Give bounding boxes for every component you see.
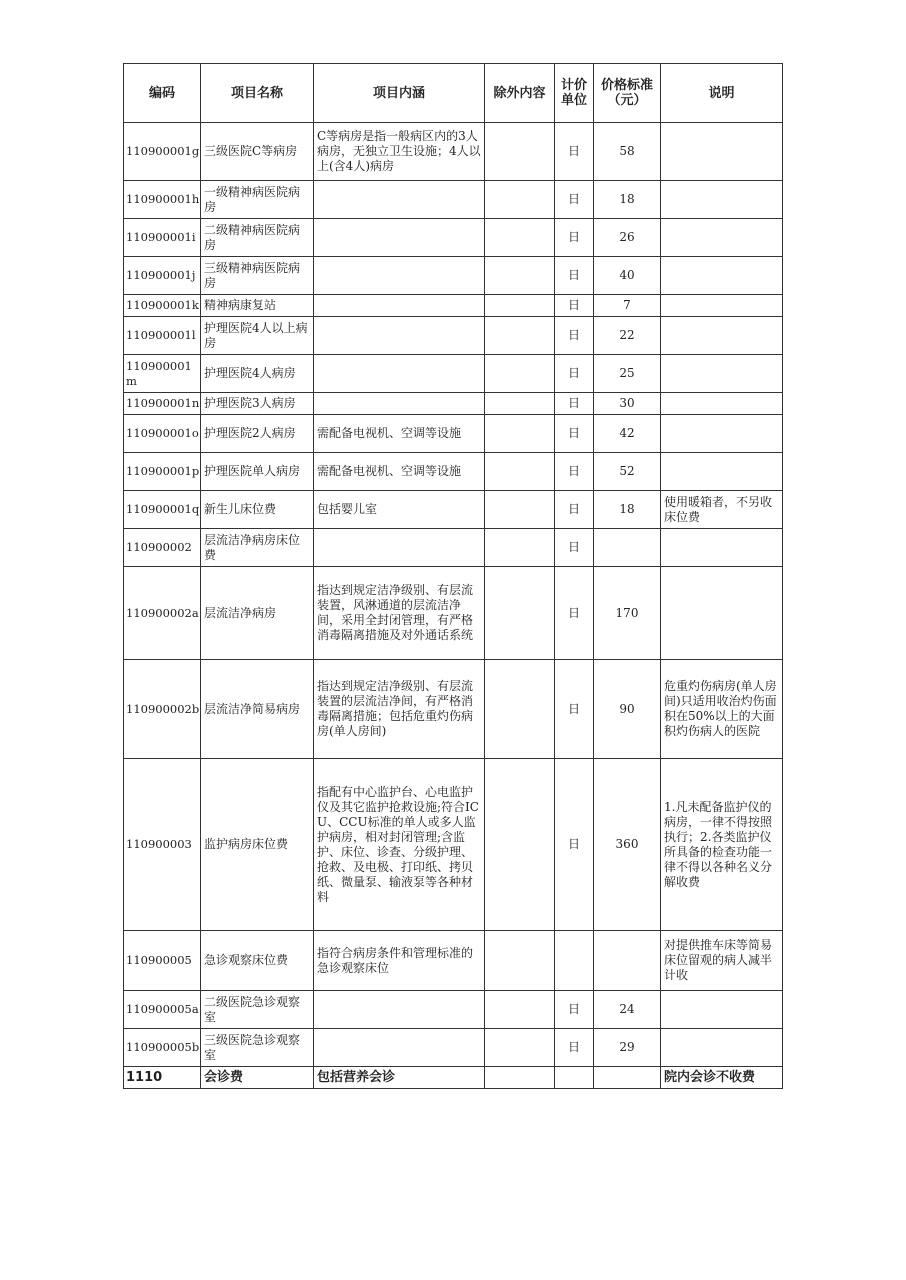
cell-note xyxy=(661,393,783,415)
table-row xyxy=(124,123,783,181)
cell-name: 三级医院C等病房 xyxy=(201,123,314,181)
cell-exclusion xyxy=(485,393,555,415)
cell-note: 危重灼伤病房(单人房间)只适用收治灼伤面积在50%以上的大面积灼伤病人的医院 xyxy=(661,660,783,759)
cell-name: 层流洁净简易病房 xyxy=(201,660,314,759)
table-row xyxy=(124,257,783,295)
cell-code: 110900002b xyxy=(124,660,201,759)
cell-name: 精神病康复站 xyxy=(201,295,314,317)
cell-note xyxy=(661,219,783,257)
cell-name: 护理医院单人病房 xyxy=(201,453,314,491)
cell-unit: 日 xyxy=(555,393,594,415)
cell-unit: 日 xyxy=(555,453,594,491)
cell-unit xyxy=(555,1067,594,1089)
cell-name: 护理医院3人病房 xyxy=(201,393,314,415)
cell-price: 30 xyxy=(594,393,661,415)
cell-name: 三级医院急诊观察室 xyxy=(201,1029,314,1067)
cell-unit xyxy=(555,931,594,991)
cell-price: 58 xyxy=(594,123,661,181)
cell-price: 7 xyxy=(594,295,661,317)
cell-price: 18 xyxy=(594,491,661,529)
cell-unit: 日 xyxy=(555,355,594,393)
cell-content: 包括婴儿室 xyxy=(314,491,485,529)
cell-name: 护理医院4人以上病房 xyxy=(201,317,314,355)
cell-unit: 日 xyxy=(555,660,594,759)
cell-content: 指达到规定洁净级别、有层流装置，风淋通道的层流洁净间，采用全封闭管理，有严格消毒隔离措施及对外通话系统 xyxy=(314,567,485,660)
cell-code: 110900002 xyxy=(124,529,201,567)
cell-note xyxy=(661,355,783,393)
cell-unit: 日 xyxy=(555,317,594,355)
header-price: 价格标准 （元） xyxy=(594,64,661,123)
cell-note: 1.凡未配备监护仪的病房，一律不得按照执行；2.各类监护仪所具备的检查功能一律不得以各种名义分解收费 xyxy=(661,759,783,931)
table-body xyxy=(124,123,783,1089)
cell-code: 110900001h xyxy=(124,181,201,219)
cell-exclusion xyxy=(485,491,555,529)
cell-content: 指达到规定洁净级别、有层流装置的层流洁净间，有严格消毒隔离措施；包括危重灼伤病房(单人房间) xyxy=(314,660,485,759)
header-note: 说明 xyxy=(661,64,783,123)
cell-exclusion xyxy=(485,181,555,219)
cell-note xyxy=(661,317,783,355)
cell-price: 360 xyxy=(594,759,661,931)
cell-unit: 日 xyxy=(555,567,594,660)
cell-code: 110900002a xyxy=(124,567,201,660)
cell-code: 110900001l xyxy=(124,317,201,355)
cell-content xyxy=(314,991,485,1029)
table-row xyxy=(124,219,783,257)
cell-exclusion xyxy=(485,219,555,257)
cell-note xyxy=(661,567,783,660)
cell-code: 110900003 xyxy=(124,759,201,931)
cell-name: 护理医院2人病房 xyxy=(201,415,314,453)
table-row xyxy=(124,393,783,415)
cell-note xyxy=(661,529,783,567)
cell-content xyxy=(314,257,485,295)
table-row xyxy=(124,660,783,759)
table-row xyxy=(124,529,783,567)
cell-name: 新生儿床位费 xyxy=(201,491,314,529)
cell-unit: 日 xyxy=(555,759,594,931)
table-row xyxy=(124,759,783,931)
cell-code: 1110 xyxy=(124,1067,201,1089)
cell-note xyxy=(661,181,783,219)
cell-content: 需配备电视机、空调等设施 xyxy=(314,453,485,491)
cell-code: 110900005b xyxy=(124,1029,201,1067)
header-unit: 计价 单位 xyxy=(555,64,594,123)
cell-price: 52 xyxy=(594,453,661,491)
cell-exclusion xyxy=(485,317,555,355)
cell-content: 指配有中心监护台、心电监护仪及其它监护抢救设施;符合ICU、CCU标准的单人或多人监护病房，相对封闭管理;含监护、床位、诊查、分级护理、抢救、及电极、打印纸、拷贝纸、微量泵、输液泵等各种材料 xyxy=(314,759,485,931)
cell-content: C等病房是指一般病区内的3人病房，无独立卫生设施；4人以上(含4人)病房 xyxy=(314,123,485,181)
table-row xyxy=(124,355,783,393)
cell-code: 110900005a xyxy=(124,991,201,1029)
cell-note xyxy=(661,1029,783,1067)
header-exclusion: 除外内容 xyxy=(485,64,555,123)
table-row xyxy=(124,415,783,453)
cell-content: 需配备电视机、空调等设施 xyxy=(314,415,485,453)
cell-code: 110900001i xyxy=(124,219,201,257)
cell-name: 层流洁净病房 xyxy=(201,567,314,660)
table-row xyxy=(124,181,783,219)
cell-note xyxy=(661,453,783,491)
cell-price: 170 xyxy=(594,567,661,660)
cell-code: 110900001q xyxy=(124,491,201,529)
cell-price: 22 xyxy=(594,317,661,355)
cell-exclusion xyxy=(485,1029,555,1067)
cell-exclusion xyxy=(485,415,555,453)
table-row xyxy=(124,931,783,991)
cell-price: 24 xyxy=(594,991,661,1029)
cell-exclusion xyxy=(485,123,555,181)
cell-code: 110900001p xyxy=(124,453,201,491)
cell-note xyxy=(661,415,783,453)
cell-exclusion xyxy=(485,660,555,759)
cell-unit: 日 xyxy=(555,123,594,181)
cell-note xyxy=(661,991,783,1029)
cell-unit: 日 xyxy=(555,181,594,219)
cell-name: 三级精神病医院病房 xyxy=(201,257,314,295)
table-row xyxy=(124,991,783,1029)
cell-content xyxy=(314,393,485,415)
cell-code: 110900001o xyxy=(124,415,201,453)
cell-exclusion xyxy=(485,759,555,931)
cell-unit: 日 xyxy=(555,295,594,317)
header-content: 项目内涵 xyxy=(314,64,485,123)
cell-price: 40 xyxy=(594,257,661,295)
cell-code: 110900001k xyxy=(124,295,201,317)
cell-note: 使用暖箱者，不另收床位费 xyxy=(661,491,783,529)
header-code: 编码 xyxy=(124,64,201,123)
cell-exclusion xyxy=(485,257,555,295)
cell-note: 院内会诊不收费 xyxy=(661,1067,783,1089)
cell-content xyxy=(314,1029,485,1067)
cell-price: 26 xyxy=(594,219,661,257)
cell-content xyxy=(314,529,485,567)
table-row xyxy=(124,295,783,317)
cell-code: 110900001m xyxy=(124,355,201,393)
cell-exclusion xyxy=(485,453,555,491)
cell-name: 监护病房床位费 xyxy=(201,759,314,931)
cell-exclusion xyxy=(485,931,555,991)
cell-note xyxy=(661,295,783,317)
cell-content xyxy=(314,181,485,219)
cell-content xyxy=(314,295,485,317)
cell-exclusion xyxy=(485,355,555,393)
cell-name: 会诊费 xyxy=(201,1067,314,1089)
cell-note xyxy=(661,257,783,295)
header-name: 项目名称 xyxy=(201,64,314,123)
cell-unit: 日 xyxy=(555,991,594,1029)
cell-name: 护理医院4人病房 xyxy=(201,355,314,393)
cell-content xyxy=(314,355,485,393)
cell-price xyxy=(594,931,661,991)
cell-price: 90 xyxy=(594,660,661,759)
table-row xyxy=(124,317,783,355)
table-row xyxy=(124,1029,783,1067)
cell-code: 110900001g xyxy=(124,123,201,181)
price-table xyxy=(123,63,783,1089)
cell-content: 包括营养会诊 xyxy=(314,1067,485,1089)
cell-name: 急诊观察床位费 xyxy=(201,931,314,991)
cell-price: 42 xyxy=(594,415,661,453)
cell-content: 指符合病房条件和管理标准的急诊观察床位 xyxy=(314,931,485,991)
table-row xyxy=(124,491,783,529)
cell-unit: 日 xyxy=(555,1029,594,1067)
cell-code: 110900005 xyxy=(124,931,201,991)
cell-name: 二级医院急诊观察室 xyxy=(201,991,314,1029)
cell-price: 29 xyxy=(594,1029,661,1067)
table-row xyxy=(124,453,783,491)
cell-exclusion xyxy=(485,567,555,660)
cell-code: 110900001n xyxy=(124,393,201,415)
header-row xyxy=(124,64,783,123)
cell-note: 对提供推车床等简易床位留观的病人减半计收 xyxy=(661,931,783,991)
cell-content xyxy=(314,219,485,257)
cell-name: 层流洁净病房床位费 xyxy=(201,529,314,567)
table-row xyxy=(124,567,783,660)
cell-unit: 日 xyxy=(555,529,594,567)
cell-name: 二级精神病医院病房 xyxy=(201,219,314,257)
table-row xyxy=(124,1067,783,1089)
cell-note xyxy=(661,123,783,181)
cell-unit: 日 xyxy=(555,257,594,295)
cell-exclusion xyxy=(485,295,555,317)
cell-content xyxy=(314,317,485,355)
cell-exclusion xyxy=(485,991,555,1029)
cell-unit: 日 xyxy=(555,491,594,529)
cell-code: 110900001j xyxy=(124,257,201,295)
cell-price xyxy=(594,529,661,567)
cell-price: 25 xyxy=(594,355,661,393)
cell-exclusion xyxy=(485,1067,555,1089)
cell-name: 一级精神病医院病房 xyxy=(201,181,314,219)
cell-unit: 日 xyxy=(555,219,594,257)
cell-price: 18 xyxy=(594,181,661,219)
cell-price xyxy=(594,1067,661,1089)
cell-exclusion xyxy=(485,529,555,567)
cell-unit: 日 xyxy=(555,415,594,453)
